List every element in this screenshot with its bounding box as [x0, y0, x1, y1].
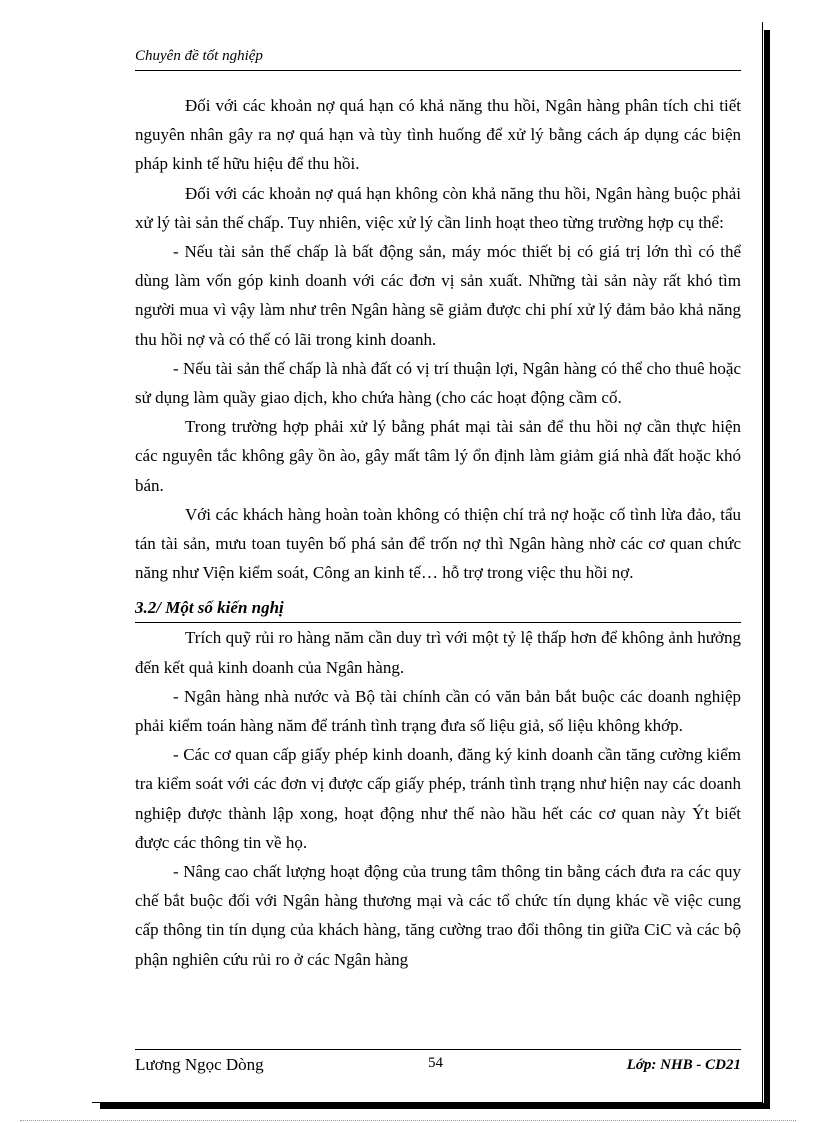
paragraph: Với các khách hàng hoàn toàn không có thiện chí trả nợ hoặc cố tình lừa đảo, tẩu tán tài sản, mưu toan tuyên bố phá sản để trốn nợ thì Ngân hàng nhờ các cơ quan chức năng như Viện kiểm soát, Công an kinh tế… hỗ trợ trong việc thu hồi nợ. [135, 504, 741, 583]
section-heading: 3.2/ Một số kiến nghị [135, 593, 741, 623]
footer-rule [135, 1049, 741, 1050]
paragraph: Đối với các khoản nợ quá hạn có khả năng thu hồi, Ngân hàng phân tích chi tiết nguyên nhân gây ra nợ quá hạn và tùy tình huống để xử lý bằng cách áp dụng các biện pháp kinh tế hữu hiệu để thu hồi. [135, 96, 741, 174]
page-edge-dotted-line [20, 1120, 796, 1121]
paragraph: - Các cơ quan cấp giấy phép kinh doanh, đăng ký kinh doanh cần tăng cường kiểm tra kiểm soát với các đơn vị được cấp giấy phép, tránh tình trạng như hiện nay các doanh nghiệp được thành lập xong, hoạt động như thế nào hầu hết các cơ quan này Ýt biết được các thông tin về họ. [135, 745, 741, 852]
frame-shadow-right [764, 30, 770, 1104]
frame-shadow-bottom [100, 1103, 770, 1109]
footer-author: Lương Ngọc Dòng [135, 1055, 264, 1074]
running-header: Chuyên đề tốt nghiệp [135, 48, 263, 64]
footer-class-label: Lớp: NHB - CD21 [626, 1057, 741, 1073]
paragraph: Đối với các khoản nợ quá hạn không còn khả năng thu hồi, Ngân hàng buộc phải xử lý tài sản thế chấp. Tuy nhiên, việc xử lý cần linh hoạt theo từng trường hợp cụ thể: [135, 183, 741, 232]
paragraph: Trích quỹ rủi ro hàng năm cần duy trì với một tỷ lệ thấp hơn để không ảnh hưởng đến kết quả kinh doanh của Ngân hàng. [135, 628, 741, 677]
paragraph: - Nếu tài sản thế chấp là nhà đất có vị trí thuận lợi, Ngân hàng có thể cho thuê hoặc sử dụng làm quầy giao dịch, kho chứa hàng (cho các hoạt động cầm cố. [135, 358, 741, 408]
header-rule [135, 70, 741, 71]
paragraph: - Nâng cao chất lượng hoạt động của trung tâm thông tin bằng cách đưa ra các quy chế bắt buộc đối với Ngân hàng thương mại và các tổ chức tín dụng khác về việc cung cấp thông tin tín dụng của khách hàng, tăng cường trao đổi thông tin giữa CiC và các bộ phận nghiên cứu rủi ro ở các Ngân hàng [135, 862, 741, 969]
page-number: 54 [428, 1055, 443, 1071]
paragraph: - Ngân hàng nhà nước và Bộ tài chính cần có văn bản bắt buộc các doanh nghiệp phải kiểm toán hàng năm để tránh tình trạng đưa số liệu giả, số liệu không khớp. [135, 686, 741, 736]
paragraph: Trong trường hợp phải xử lý bằng phát mại tài sản để thu hồi nợ cần thực hiện các nguyên tắc không gây ồn ào, gây mất tâm lý ổn định làm giảm giá nhà đất hoặc khó bán. [135, 417, 741, 495]
paragraph: - Nếu tài sản thế chấp là bất động sản, máy móc thiết bị có giá trị lớn thì có thể dùng làm vốn góp kinh doanh với các đơn vị sản xuất. Những tài sản này rất khó tìm người mua vì vậy làm như trên Ngân hàng sẽ giảm được chi phí xử lý đảm bảo khả năng thu hồi nợ và có thể có lãi trong kinh doanh. [135, 242, 741, 349]
body-text [135, 91, 741, 974]
